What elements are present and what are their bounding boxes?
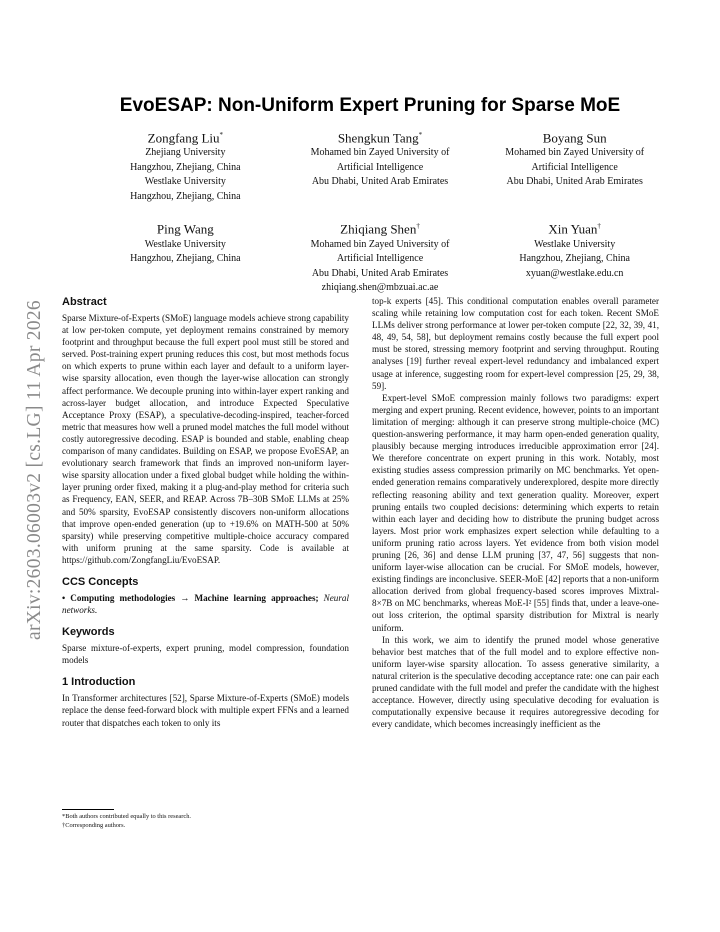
author-entry	[283, 127, 478, 204]
author-affiliation: Mohamed bin Zayed University of	[310, 147, 450, 159]
author-name: Zhiqiang Shen	[340, 221, 417, 237]
keywords-heading: Keywords	[62, 626, 115, 639]
author-affiliation: Zhejiang University	[145, 147, 226, 159]
author-entry	[88, 218, 283, 295]
author-affiliation: Westlake University	[534, 238, 616, 250]
intro-left-text: In Transformer architectures [52], Sparse Mixture-of-Experts (SMoE) models replace the dense feed-forward block with multiple expert FFNs and a learned router that dispatches each token to only its	[62, 693, 349, 728]
author-affiliation: Abu Dhabi, United Arab Emirates	[506, 176, 643, 188]
footnote: *Both authors contributed equally to this research.	[62, 813, 192, 820]
ccs-bold: • Computing methodologies → Machine learning approaches;	[62, 592, 319, 603]
intro-paragraph: Expert-level SMoE compression mainly follows two paradigms: expert merging and expert pruning. Recent evidence, however, points to an important limitation of merging: although it can preserve strong multiple-choice (MC) question-answering performance, it may harm open-ended generation quality, plausibly because merging introduces irreducible approximation error [24]. We therefore concentrate on expert pruning in this work. Notably, most existing studies assess compression primarily on MC benchmarks. Yet open-ended generation remains comparatively underexplored, despite more directly reflecting reasoning ability and text generation quality. Moreover, expert pruning entails two coupled decisions: determining which experts to retain within each layer and deciding how to distribute the pruning budget across layers. Most prior work emphasizes expert selection while defaulting to a uniform pruning ratio across layers. Yet evidence from both vision model pruning [26, 36] and dense LLM pruning [37, 47, 56] suggests that non-uniform layer-wise allocation can be crucial. For SMoE models, however, existing findings are inconclusive. SEER-MoE [42] reports that a non-uniform allocation derived from global frequency-based scores improves Mixtral-8×7B on MC benchmarks, whereas MoE-I² [55] finds that, under a leave-one-out loss criterion, the optimal sparsity distribution for Mixtral is nearly uniform.	[372, 392, 659, 633]
author-email: xyuan@westlake.edu.cn	[525, 267, 624, 279]
author-name: Xin Yuan	[548, 221, 598, 237]
arxiv-identifier	[20, 260, 50, 680]
author-mark: †	[597, 222, 601, 231]
ccs-concepts	[62, 592, 349, 616]
author-name: Boyang Sun	[542, 130, 607, 146]
author-affiliation: Westlake University	[144, 238, 226, 250]
intro-paragraph: top-k experts [45]. This conditional computation enables overall parameter scaling while retaining low computation cost for each token. Recent SMoE LLMs deliver strong performance at lower per-token compute [22, 32, 39, 41, 48, 49, 54, 58], but deployment remains costly because the full expert pool must be stored, stressing memory footprint and serving throughput. Routing analyses [19] further reveal expert-level redundancy and imbalanced expert usage at inference, suggesting room for expert-level compression [25, 29, 38, 59].	[372, 296, 659, 391]
intro-heading: 1 Introduction	[62, 676, 136, 689]
ccs-italic: Neural networks.	[62, 592, 349, 616]
author-affiliation: Abu Dhabi, United Arab Emirates	[311, 267, 449, 279]
author-affiliation: Mohamed bin Zayed University of	[310, 238, 450, 250]
author-entry	[477, 218, 672, 295]
author-affiliation: Artificial Intelligence	[531, 161, 618, 173]
author-affiliation: Artificial Intelligence	[336, 253, 424, 265]
intro-paragraph: In this work, we aim to identify the pruned model whose generative behavior best matches that of the full model and to explore effective non-uniform layer-wise sparsity allocation. To assess generative similarity, a natural criterion is the speculative decoding acceptance rate: one can pair each pruned candidate with the full model and prefer the candidate with the highest acceptance. However, directly using speculative decoding for evaluation is computationally expensive because it requires autoregressive decoding for every candidate, which becomes increasingly inefficient as the	[372, 634, 659, 730]
arxiv-id-text: arXiv:2603.06003v2 [cs.LG] 11 Apr 2026	[24, 300, 45, 640]
author-affiliation: Abu Dhabi, United Arab Emirates	[311, 176, 449, 188]
abstract-heading: Abstract	[62, 296, 107, 308]
paper-title: EvoESAP: Non-Uniform Expert Pruning for Sparse MoE	[119, 95, 621, 116]
author-affiliation: Hangzhou, Zhejiang, China	[130, 161, 241, 173]
keywords-text: Sparse mixture-of-experts, expert pruning, model compression, foundation models	[62, 643, 349, 666]
footnote-rule	[62, 809, 114, 810]
ccs-heading: CCS Concepts	[62, 575, 139, 588]
author-name: Zongfang Liu	[147, 130, 220, 146]
abstract-text: Sparse Mixture-of-Experts (SMoE) language models achieve strong capability at low per-token compute, yet deployment remains constrained by memory footprint and throughput because the full expert pool must still be stored and served. Post-training expert pruning reduces this cost, but most methods focus on which experts to prune within each layer and default to a uniform layer-wise sparsity allocation, even though the layer-wise allocation can strongly affect performance. We decouple pruning into within-layer expert ranking and across-layer budget allocation, and introduce Expected Speculative Acceptance Proxy (ESAP), a speculative-decoding-inspired, teacher-forced metric that measures how well a pruned model matches the full model without costly autoregressive decoding. ESAP is bounded and stable, enabling cheap comparison of many candidates. Building on ESAP, we propose EvoESAP, an evolutionary search framework that finds an improved non-uniform layer-wise sparsity allocation under a fixed global budget while holding the within-layer pruning order fixed, making it a plug-and-play method for criteria such as Frequency, EAN, SEER, and REAP. Across 7B–30B SMoE LLMs at 25% and 50% sparsity, EvoESAP consistently discovers non-uniform allocations that improve open-ended generation (up to +19.6% on MATH-500 at 50% sparsity) while preserving competitive multiple-choice accuracy compared with uniform pruning at the same sparsity. Code is available at https://github.com/ZongfangLiu/EvoESAP.	[62, 313, 349, 565]
author-affiliation: Mohamed bin Zayed University of	[505, 147, 645, 159]
author-entry	[88, 127, 283, 204]
author-affiliation: Westlake University	[144, 176, 226, 188]
author-name: Shengkun Tang	[337, 130, 419, 146]
author-affiliation: Hangzhou, Zhejiang, China	[519, 253, 630, 265]
author-affiliation: Artificial Intelligence	[336, 161, 424, 173]
author-affiliation: Hangzhou, Zhejiang, China	[130, 190, 241, 202]
footnotes	[62, 809, 262, 830]
author-mark: †	[416, 222, 420, 231]
right-column	[372, 295, 659, 730]
author-email: zhiqiang.shen@mbzuai.ac.ae	[321, 282, 439, 294]
author-mark: *	[418, 131, 423, 139]
author-entry	[477, 127, 672, 204]
author-name: Ping Wang	[156, 221, 214, 237]
author-entry	[283, 218, 478, 295]
author-affiliation: Hangzhou, Zhejiang, China	[130, 253, 241, 265]
left-column	[62, 295, 349, 729]
author-block	[88, 127, 672, 296]
footnote: †Corresponding authors.	[62, 821, 126, 829]
author-mark: *	[219, 131, 223, 139]
